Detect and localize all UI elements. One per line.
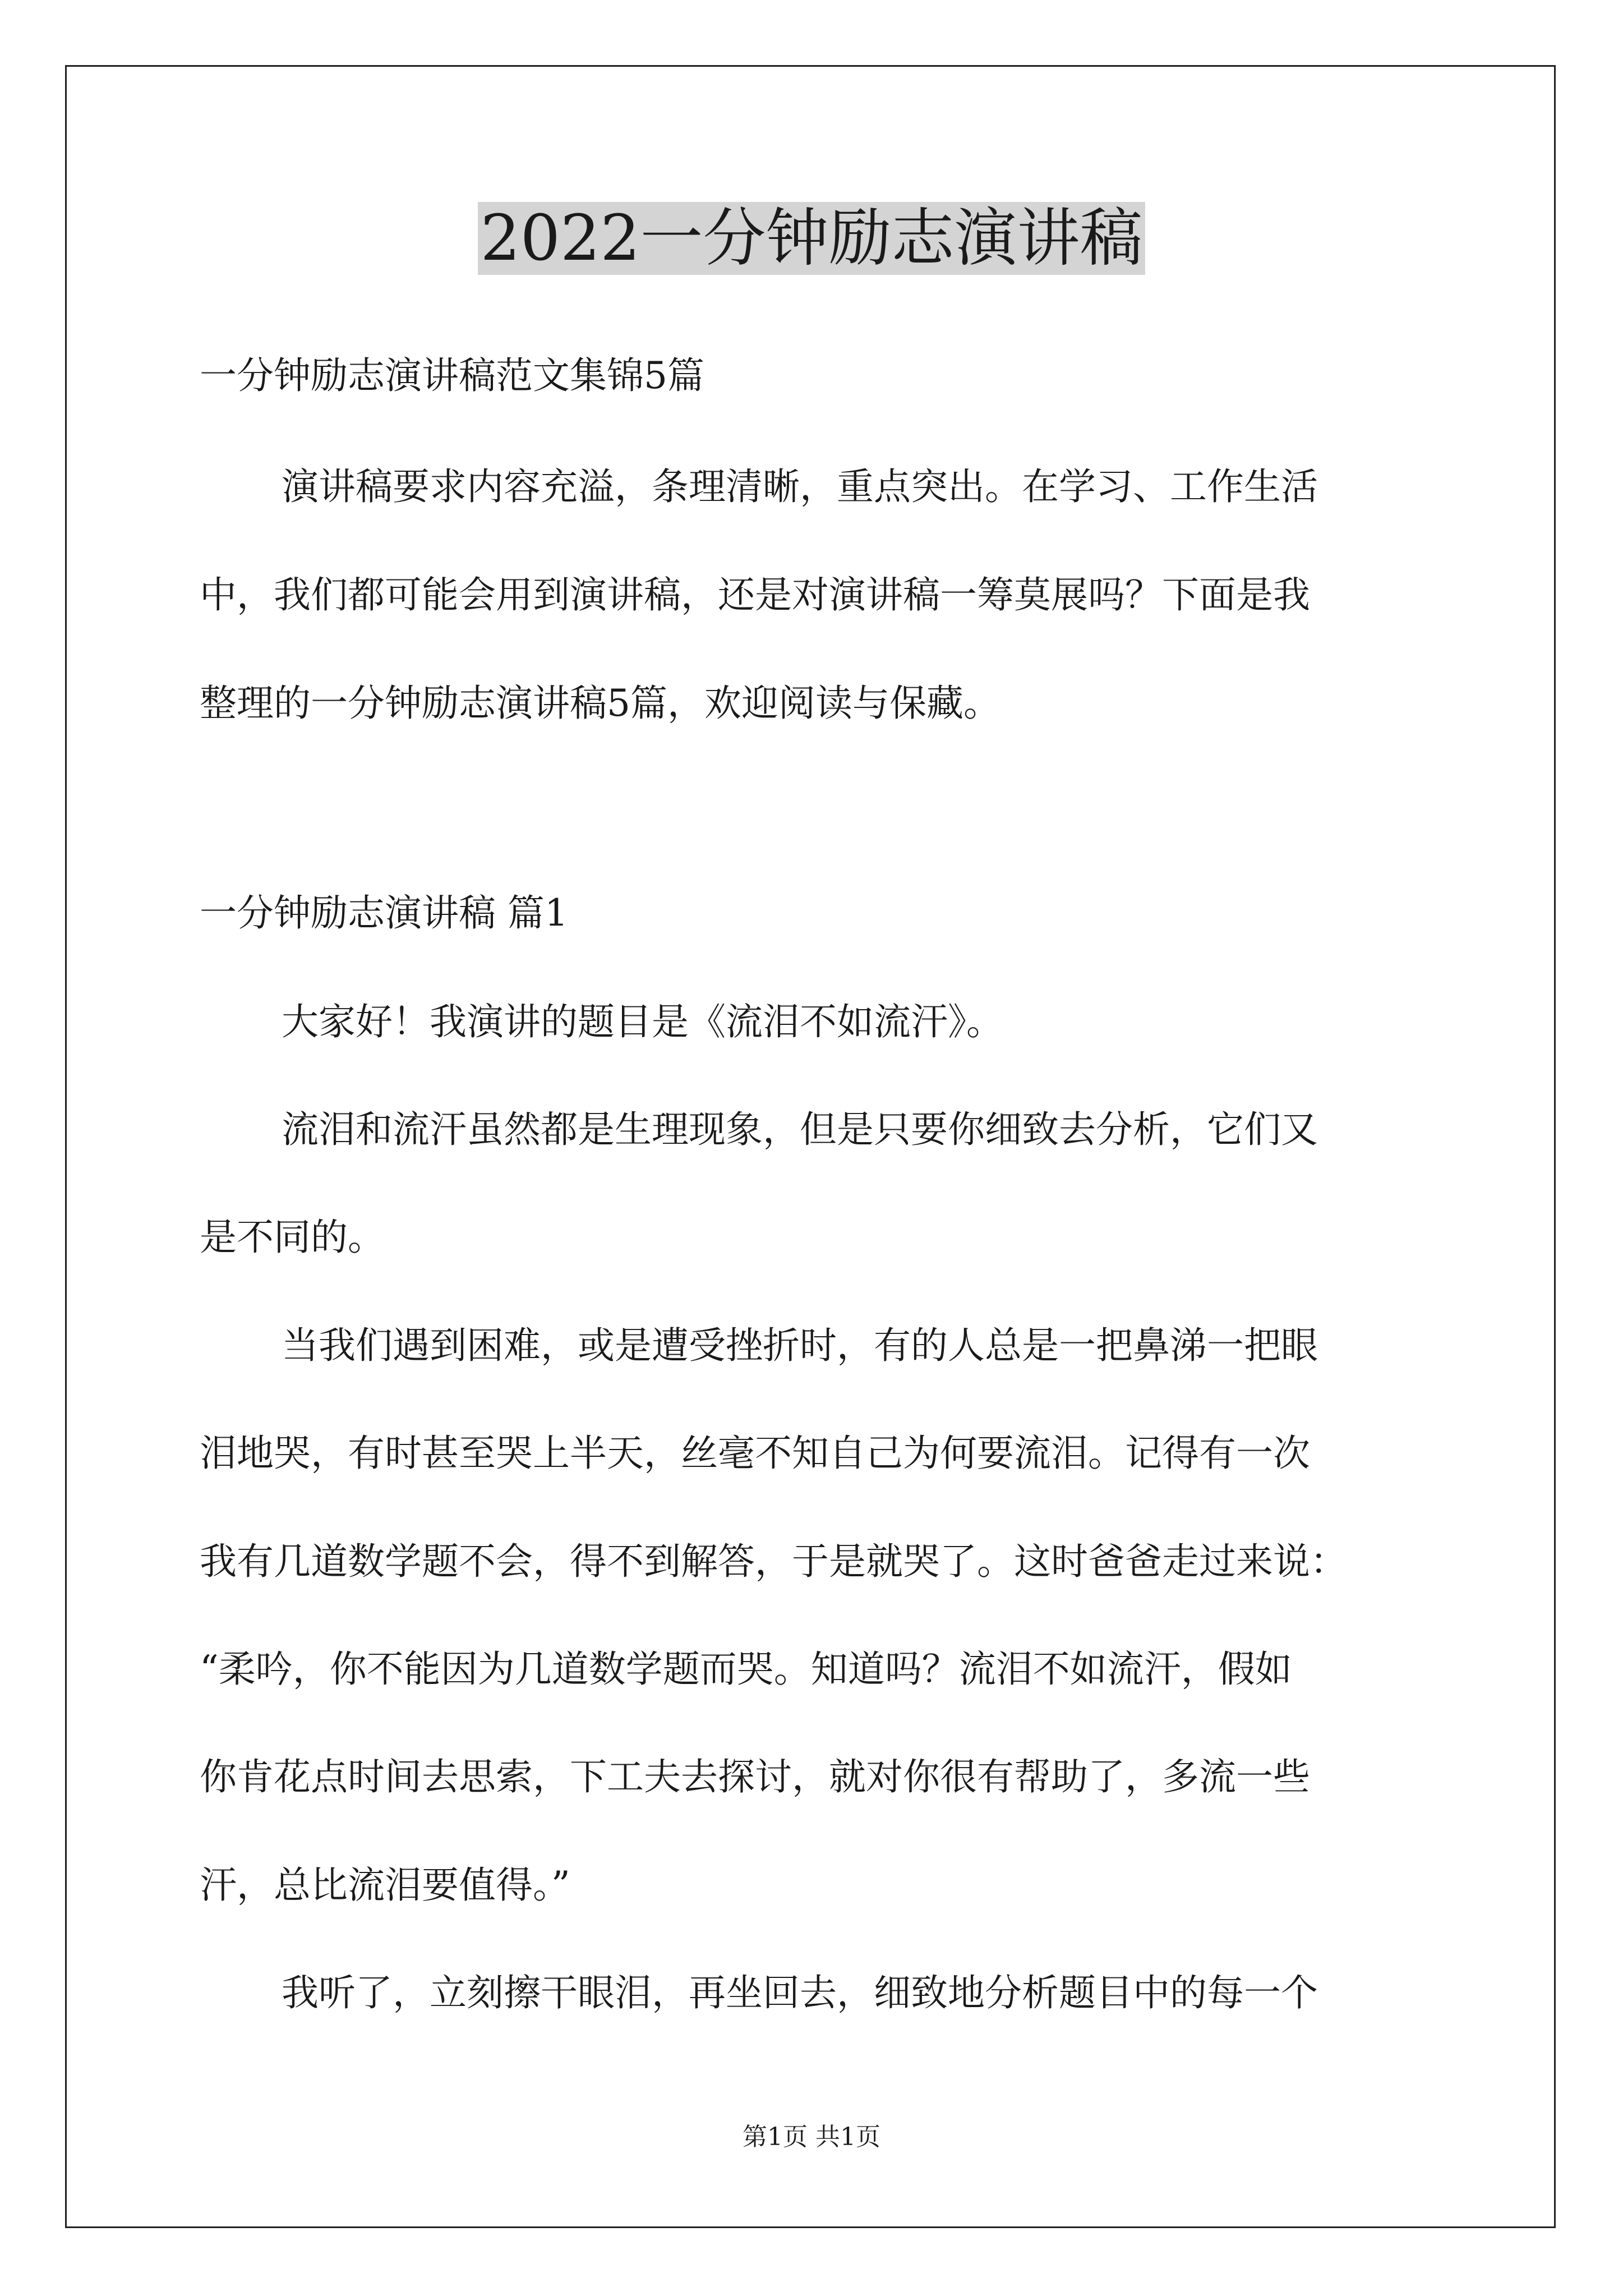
paragraph-line: 是不同的。 — [200, 1216, 385, 1259]
subtitle-line: 一分钟励志演讲稿范文集锦5篇 — [200, 354, 704, 397]
paragraph-line: 你肯花点时间去思索，下工夫去探讨，就对你很有帮助了，多流一些 — [200, 1755, 1310, 1798]
document-title — [0, 199, 1623, 278]
section-heading: 一分钟励志演讲稿 篇1 — [200, 891, 568, 935]
paragraph-line: 我有几道数学题不会，得不到解答，于是就哭了。这时爸爸走过来说： — [200, 1540, 1347, 1583]
document-title-text: 2022一分钟励志演讲稿 — [478, 202, 1145, 275]
paragraph-line: 泪地哭，有时甚至哭上半天，丝毫不知自己为何要流泪。记得有一次 — [200, 1432, 1310, 1475]
page-number-footer: 第1页 共1页 — [743, 2123, 880, 2151]
paragraph-line: 演讲稿要求内容充溢，条理清晰，重点突出。在学习、工作生活 — [282, 465, 1318, 508]
paragraph-line: 整理的一分钟励志演讲稿5篇，欢迎阅读与保藏。 — [200, 682, 1000, 725]
paragraph-line: 中，我们都可能会用到演讲稿，还是对演讲稿一筹莫展吗？下面是我 — [200, 573, 1310, 616]
paragraph-line: 汗，总比流泪要值得。” — [200, 1864, 570, 1907]
paragraph-line: 当我们遇到困难，或是遭受挫折时，有的人总是一把鼻涕一把眼 — [282, 1324, 1318, 1367]
paragraph-line: 大家好！我演讲的题目是《流泪不如流汗》。 — [282, 1000, 1003, 1043]
paragraph-line: 我听了，立刻擦干眼泪，再坐回去，细致地分析题目中的每一个 — [282, 1971, 1318, 2014]
paragraph-line: “柔吟，你不能因为几道数学题而哭。知道吗？流泪不如流汗，假如 — [200, 1648, 1292, 1691]
paragraph-line: 流泪和流汗虽然都是生理现象，但是只要你细致去分析，它们又 — [282, 1108, 1318, 1151]
